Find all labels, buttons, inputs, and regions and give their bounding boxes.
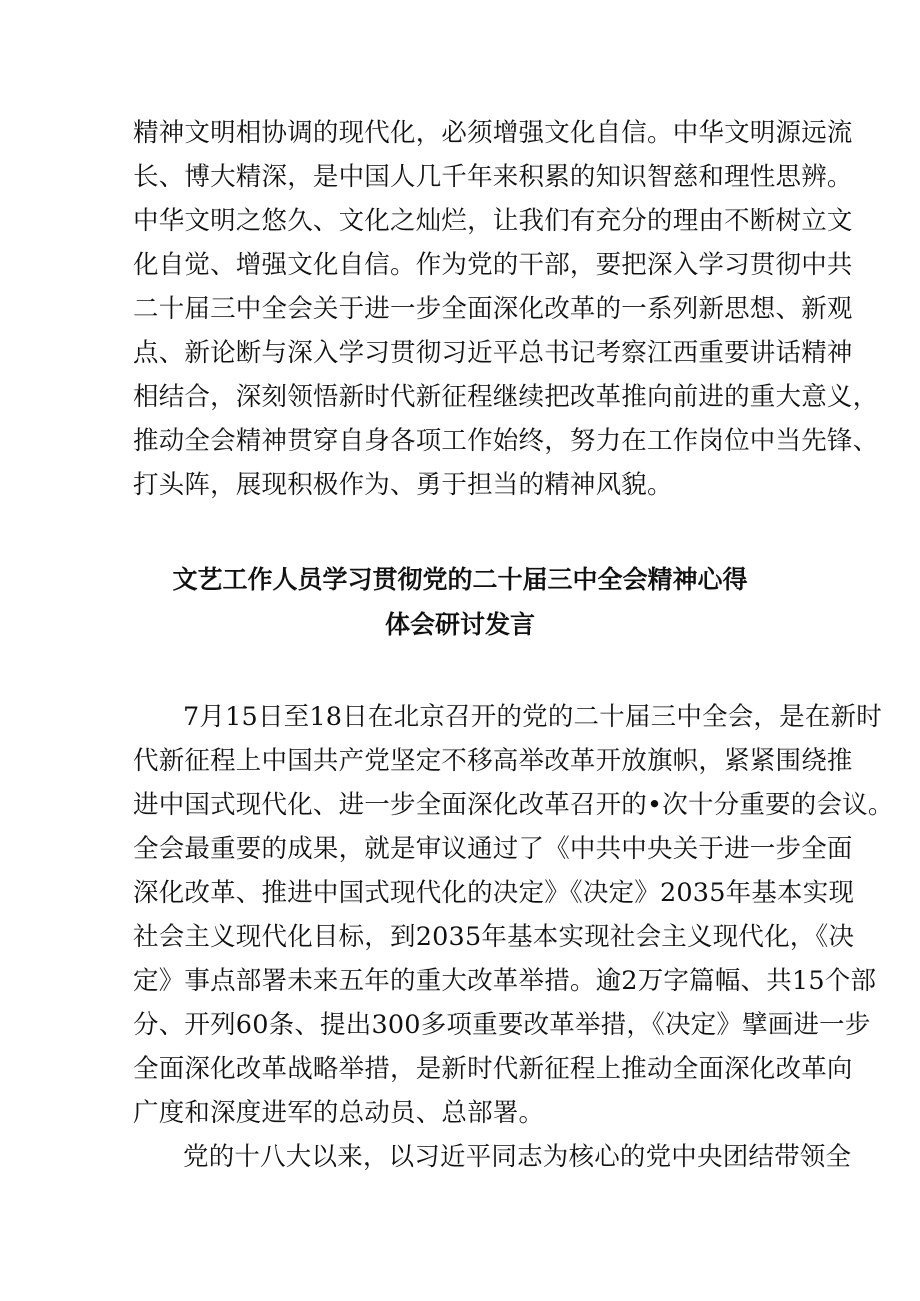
text-line: 化自觉、增强文化自信。作为党的干部，要把深入学习贯彻中共 — [133, 250, 853, 280]
text-line: 二十届三中全会关于进一步全面深化改革的一系列新思想、新观 — [133, 294, 853, 324]
text-line: 点、新论断与深入学习贯彻习近平总书记考察江西重要讲话精神 — [133, 338, 853, 368]
text-line: 进中国式现代化、进一步全面深化改革召开的•次十分重要的会议。 — [133, 790, 894, 820]
text-line: 社会主义现代化目标，到2035年基本实现社会主义现代化，《决 — [133, 922, 855, 952]
text-line: 长、博大精深，是中国人几千年来积累的知识智慈和理性思辨。 — [133, 162, 853, 192]
text-line: 7月15日至18日在北京召开的党的二十届三中全会，是在新时 — [183, 702, 882, 732]
text-line: 精神文明相协调的现代化，必须增强文化自信。中华文明源远流 — [133, 118, 853, 148]
text-line: 全会最重要的成果，就是审议通过了《中共中央关于进一步全面 — [133, 834, 853, 864]
text-line: 党的十八大以来，以习近平同志为核心的党中央团结带领全 — [183, 1142, 852, 1172]
text-line: 推动全会精神贯穿自身各项工作始终，努力在工作岗位中当先锋、 — [133, 426, 879, 456]
text-line: 定》事点部署未来五年的重大改革举措。逾2万字篇幅、共15个部 — [133, 966, 877, 996]
text-line: 广度和深度进军的总动员、总部署。 — [133, 1098, 545, 1128]
text-line: 全面深化改革战略举措，是新时代新征程上推动全面深化改革向 — [133, 1054, 853, 1084]
text-line: 中华文明之悠久、文化之灿烂，让我们有充分的理由不断树立文 — [133, 206, 853, 236]
text-line: 深化改革、推进中国式现代化的决定》《决定》2035年基本实现 — [133, 878, 855, 908]
text-line: 打头阵，展现积极作为、勇于担当的精神风貌。 — [133, 470, 673, 500]
text-line: 分、开列60条、提出300多项重要改革举措，《决定》擘画进一步 — [133, 1010, 871, 1040]
section-title-line-2: 体会研讨发言 — [384, 610, 535, 639]
text-line: 相结合，深刻领悟新时代新征程继续把改革推向前进的重大意义， — [133, 382, 879, 412]
section-title-line-1: 文艺工作人员学习贯彻党的二十届三中全会精神心得 — [172, 565, 748, 594]
text-line: 代新征程上中国共产党坚定不移高举改革开放旗帜，紧紧围绕推 — [133, 746, 853, 776]
